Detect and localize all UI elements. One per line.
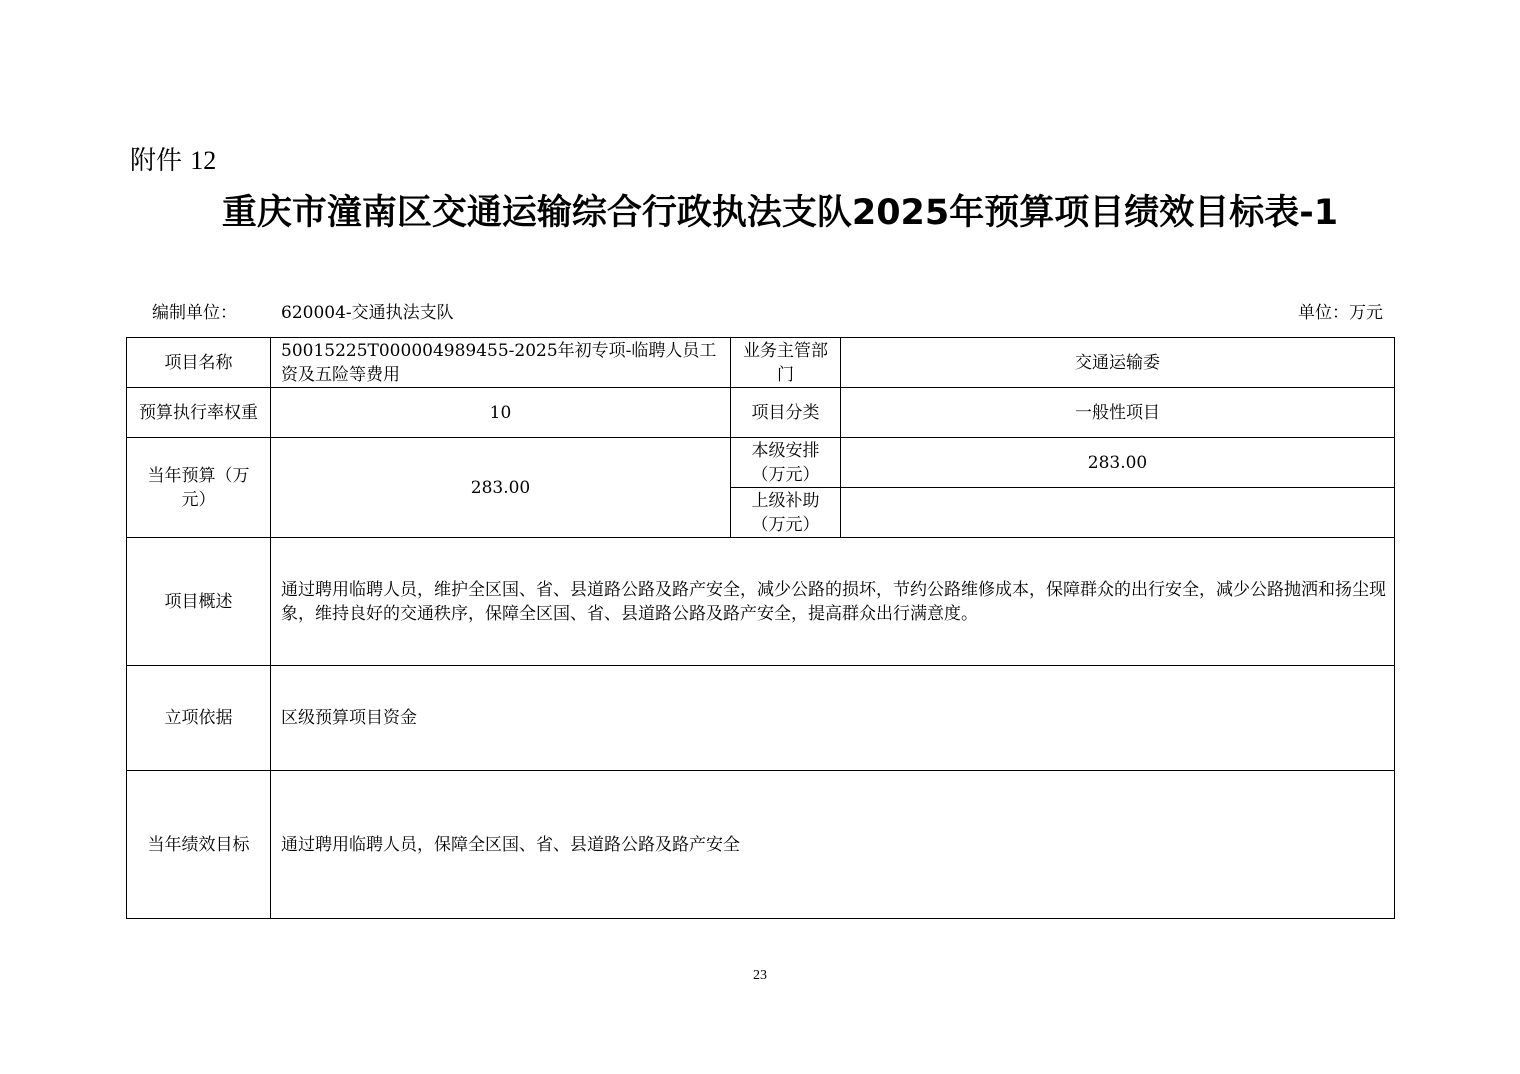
department-label: 业务主管部门 <box>731 338 841 388</box>
superior-subsidy-value <box>841 488 1395 538</box>
local-arrangement-value: 283.00 <box>841 438 1395 488</box>
goal-value: 通过聘用临聘人员，保障全区国、省、县道路公路及路产安全 <box>271 771 1395 919</box>
local-arrangement-label: 本级安排（万元） <box>731 438 841 488</box>
table-row <box>127 338 1395 388</box>
project-name-label: 项目名称 <box>127 338 271 388</box>
exec-rate-weight-label: 预算执行率权重 <box>127 388 271 438</box>
overview-value: 通过聘用临聘人员，维护全区国、省、县道路公路及路产安全，减少公路的损坏，节约公路维修成本，保障群众的出行安全，减少公路抛洒和扬尘现象，维持良好的交通秩序，保障全区国、省、县道路公路及路产安全，提高群众出行满意度。 <box>271 538 1395 666</box>
annual-budget-value: 283.00 <box>271 438 731 538</box>
basis-value: 区级预算项目资金 <box>271 666 1395 771</box>
table-row <box>127 438 1395 488</box>
department-value: 交通运输委 <box>841 338 1395 388</box>
page-number: 23 <box>753 968 767 983</box>
compiling-unit-value: 620004-交通执法支队 <box>281 303 454 323</box>
goal-label: 当年绩效目标 <box>127 771 271 919</box>
table-row <box>127 771 1395 919</box>
compiling-unit-label: 编制单位： <box>152 303 237 323</box>
attachment-label: 附件 12 <box>130 146 217 176</box>
attachment-number: 12 <box>190 146 217 175</box>
project-name-value: 50015225T000004989455-2025年初专项-临聘人员工资及五险等费用 <box>271 338 731 388</box>
category-value: 一般性项目 <box>841 388 1395 438</box>
table-row <box>127 538 1395 666</box>
category-label: 项目分类 <box>731 388 841 438</box>
table-row <box>127 666 1395 771</box>
exec-rate-weight-value: 10 <box>271 388 731 438</box>
table-row <box>127 388 1395 438</box>
currency-unit: 单位：万元 <box>1298 303 1383 323</box>
overview-label: 项目概述 <box>127 538 271 666</box>
page-title: 重庆市潼南区交通运输综合行政执法支队2025年预算项目绩效目标表-1 <box>221 193 1339 233</box>
performance-target-table <box>126 337 1395 919</box>
basis-label: 立项依据 <box>127 666 271 771</box>
annual-budget-label: 当年预算（万元） <box>127 438 271 538</box>
superior-subsidy-label: 上级补助（万元） <box>731 488 841 538</box>
